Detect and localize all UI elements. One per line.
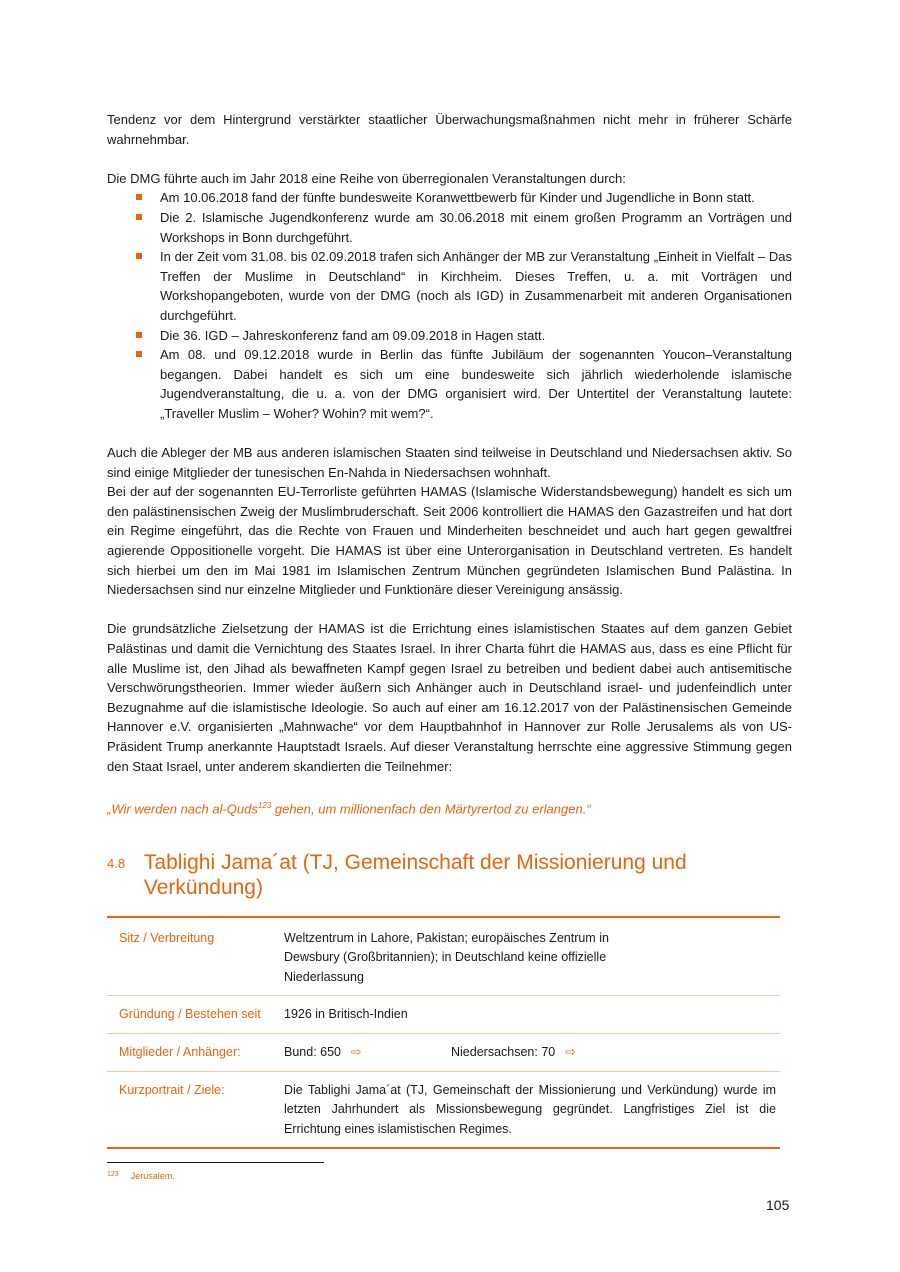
list-item-text: Am 10.06.2018 fand der fünfte bundesweite Koranwettbewerb für Kinder und Jugendliche in Bonn statt. bbox=[160, 190, 755, 206]
paragraph-intro: Tendenz vor dem Hintergrund verstärkter staatlicher Überwachungsmaßnahmen nicht mehr in früherer Schärfe wahrnehmbar. bbox=[107, 112, 792, 147]
paragraph-dmg-intro: Die DMG führte auch im Jahr 2018 eine Reihe von überregionalen Veranstaltungen durch: bbox=[107, 170, 626, 186]
table-row bbox=[107, 1071, 780, 1148]
kurzportrait-text: Die Tablighi Jama´at (TJ, Gemeinschaft der Missionierung und Verkündung) wurde im letzten Jahrhundert als Missionsbewegung gegründet. Langfristiges Ziel ist die Errichtung eines islamistischen Regimes. bbox=[284, 1082, 776, 1136]
footnote-number: 123 bbox=[107, 1171, 119, 1178]
event-list bbox=[107, 188, 792, 423]
page-number: 105 bbox=[766, 1197, 790, 1213]
square-bullet-icon bbox=[136, 351, 142, 357]
list-item bbox=[160, 188, 792, 208]
section-title: Tablighi Jama´at (TJ, Gemeinschaft der Missionierung und Verkündung) bbox=[143, 850, 687, 899]
table-row bbox=[107, 917, 780, 996]
quote-text-start: „Wir werden nach al-Quds bbox=[107, 801, 258, 817]
row-value-gruendung: 1926 in Britisch-Indien bbox=[284, 996, 780, 1034]
square-bullet-icon bbox=[136, 214, 142, 220]
row-value-kurzportrait bbox=[284, 1071, 780, 1148]
members-lower-saxony: Niedersachsen: 70 bbox=[451, 1045, 556, 1060]
document-page bbox=[107, 110, 792, 1149]
list-item bbox=[160, 345, 792, 423]
members-federal: Bund: 650 bbox=[284, 1045, 341, 1060]
sitz-text: Weltzentrum in Lahore, Pakistan; europäisches Zentrum in Dewsbury (Großbritannien); in Deutschland keine offizielle Niederlassung bbox=[284, 930, 609, 984]
section-heading bbox=[107, 850, 792, 900]
paragraph-zielsetzung: Die grundsätzliche Zielsetzung der HAMAS ist die Errichtung eines islamistischen Staates auf dem ganzen Gebiet Palästinas und damit die Vernichtung des Staates Israel. In ihrer Charta führt die HAMAS aus, dass es eine Pflicht für alle Muslime ist, den Jihad als bewaffneten Kampf gegen Israel zu betreiben und bedient dabei auch antisemitische Verschwörungstheorien. Immer wieder äußern sich Anhänger auch in Deutschland israel- und judenfeindlich unter Bezugnahme auf die islamistische Ideologie. So auch auf einer am 16.12.2017 von der Palästinensischen Gemeinde Hannover e.V. organisierten „Mahnwache“ vor dem Hauptbahnhof in Hannover zur Rolle Jerusalems als von US-Präsident Trump anerkannte Hauptstadt Israels. Auf dieser Veranstaltung herrschte eine aggressive Stimmung gegen den Staat Israel, unter anderem skandierten die Teilnehmer: bbox=[107, 621, 792, 774]
quote-text-end: gehen, um millionenfach den Märtyrertod zu erlangen.“ bbox=[271, 801, 591, 817]
row-value-mitglieder bbox=[284, 1034, 780, 1072]
list-item-text: Am 08. und 09.12.2018 wurde in Berlin das fünfte Jubiläum der sogenannten Youcon–Veranstaltung begangen. Dabei handelt es sich um eine bundesweite sich jährlich wiederholende islamische Jugendveranstaltung, die u. a. von der DMG organisiert wird. Der Untertitel der Veranstaltung lautete: „Traveller Muslim – Woher? Wohin? mit wem?“. bbox=[160, 347, 792, 421]
quote bbox=[107, 796, 792, 819]
row-label-mitglieder: Mitglieder / Anhänger: bbox=[107, 1034, 284, 1072]
row-label-gruendung: Gründung / Bestehen seit bbox=[107, 996, 284, 1034]
square-bullet-icon bbox=[136, 194, 142, 200]
square-bullet-icon bbox=[136, 332, 142, 338]
organization-info-table bbox=[107, 916, 780, 1150]
table-row bbox=[107, 996, 780, 1034]
footnote-text: Jerusalem. bbox=[130, 1171, 175, 1181]
footnote-divider bbox=[107, 1162, 324, 1163]
list-item-text: Die 36. IGD – Jahreskonferenz fand am 09.09.2018 in Hagen statt. bbox=[160, 327, 546, 343]
list-item bbox=[160, 326, 792, 346]
footnote-reference[interactable]: 123 bbox=[257, 800, 272, 810]
paragraph-hamas: Bei der auf der sogenannten EU-Terrorliste geführten HAMAS (Islamische Widerstandsbewegung) handelt es sich um den palästinensischen Zweig der Muslimbruderschaft. Seit 2006 kontrolliert die HAMAS den Gazastreifen und hat dort ein Regime eingeführt, das die Rechte von Frauen und Minderheiten beschneidet und auch hart gegen gewaltfrei agierende Oppositionelle vorgeht. Die HAMAS ist über eine Unterorganisation in Deutschland vertreten. Es handelt sich hierbei um den im Mai 1981 im Islamischen Zentrum München gegründeten Islamischen Bund Palästina. In Niedersachsen sind nur einzelne Mitglieder und Funktionäre dieser Vereinigung ansässig. bbox=[107, 484, 792, 598]
paragraph-ableger: Auch die Ableger der MB aus anderen islamischen Staaten sind teilweise in Deutschland und Niedersachsen aktiv. So sind einige Mitglieder der tunesischen En-Nahda in Niedersachsen wohnhaft. bbox=[107, 445, 792, 480]
list-item bbox=[160, 247, 792, 325]
row-label-kurzportrait: Kurzportrait / Ziele: bbox=[107, 1071, 284, 1148]
row-value-sitz bbox=[284, 917, 780, 996]
list-item-text: Die 2. Islamische Jugendkonferenz wurde am 30.06.2018 mit einem großen Programm an Vorträgen und Workshops in Bonn durchgeführt. bbox=[160, 209, 792, 245]
section-number: 4.8 bbox=[107, 855, 126, 871]
trend-arrow-icon: ⇨ bbox=[565, 1045, 576, 1060]
square-bullet-icon bbox=[136, 253, 142, 259]
table-row bbox=[107, 1034, 780, 1072]
trend-arrow-icon: ⇨ bbox=[351, 1045, 362, 1060]
row-label-sitz: Sitz / Verbreitung bbox=[119, 930, 215, 945]
list-item bbox=[160, 208, 792, 247]
footnote bbox=[107, 1171, 175, 1181]
list-item-text: In der Zeit vom 31.08. bis 02.09.2018 trafen sich Anhänger der MB zur Veranstaltung „Einheit in Vielfalt – Das Treffen der Muslime in Deutschland“ in Kirchheim. Dieses Treffen, u. a. mit Vorträgen und Workshopangeboten, wurde von der DMG (noch als IGD) in Zusammenarbeit mit anderen Organisationen durchgeführt. bbox=[160, 249, 792, 323]
